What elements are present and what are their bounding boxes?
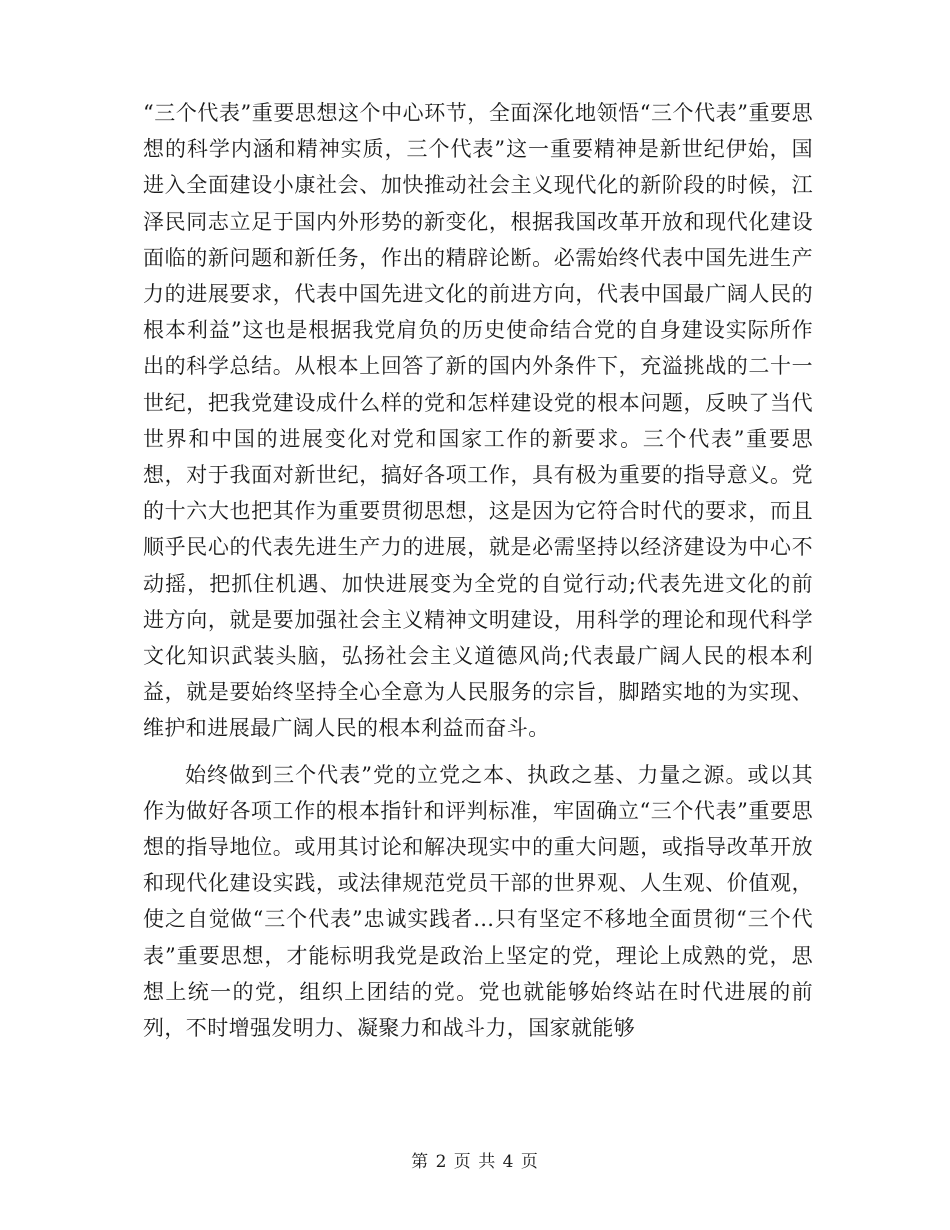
- paragraph-2: 始终做到三个代表”党的立党之本、执政之基、力量之源。或以其作为做好各项工作的根本指针和评判标准，牢固确立“三个代表”重要思想的指导地位。或用其讨论和解决现实中的重大问题，或指导改革开放和现代化建设实践，或法律规范党员干部的世界观、人生观、价值观，使之自觉做“三个代表”忠诚实践者…只有坚定不移地全面贯彻“三个代表”重要思想，才能标明我党是政治上坚定的党，理论上成熟的党，思想上统一的党，组织上团结的党。党也就能够始终站在时代进展的前列，不时增强发明力、凝聚力和战斗力，国家就能够: [143, 762, 813, 1041]
- document-body: [143, 95, 813, 1046]
- page-number-footer: 第 2 页 共 4 页: [411, 1152, 539, 1172]
- paragraph-1: “三个代表”重要思想这个中心环节，全面深化地领悟“三个代表”重要思想的科学内涵和精神实质，三个代表”这一重要精神是新世纪伊始，国进入全面建设小康社会、加快推动社会主义现代化的新阶段的时候，江泽民同志立足于国内外形势的新变化，根据我国改革开放和现代化建设面临的新问题和新任务，作出的精辟论断。必需始终代表中国先进生产力的进展要求，代表中国先进文化的前进方向，代表中国最广阔人民的根本利益”这也是根据我党肩负的历史使命结合党的自身建设实际所作出的科学总结。从根本上回答了新的国内外条件下，充溢挑战的二十一世纪，把我党建设成什么样的党和怎样建设党的根本问题，反映了当代世界和中国的进展变化对党和国家工作的新要求。三个代表”重要思想，对于我面对新世纪，搞好各项工作，具有极为重要的指导意义。党的十六大也把其作为重要贯彻思想，这是因为它符合时代的要求，而且顺乎民心的代表先进生产力的进展，就是必需坚持以经济建设为中心不动摇，把抓住机遇、加快进展变为全党的自觉行动;代表先进文化的前进方向，就是要加强社会主义精神文明建设，用科学的理论和现代科学文化知识武装头脑，弘扬社会主义道德风尚;代表最广阔人民的根本利益，就是要始终坚持全心全意为人民服务的宗旨，脚踏实地的为实现、维护和进展最广阔人民的根本利益而奋斗。: [143, 101, 813, 741]
